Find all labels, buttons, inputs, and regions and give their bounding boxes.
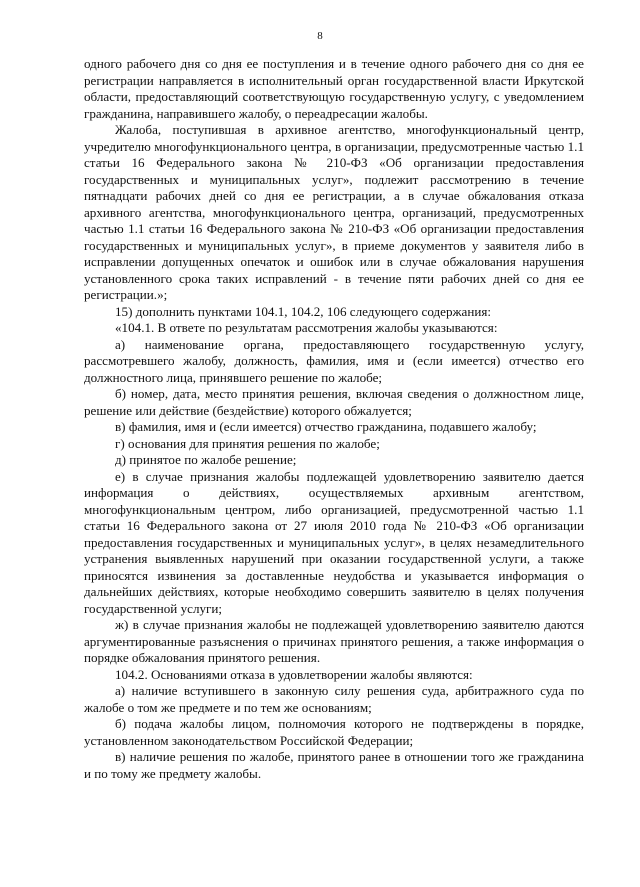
paragraph-104-1-zh: ж) в случае признания жалобы не подлежащей удовлетворению заявителю даются аргументированные разъяснения о причинах принятого решения, а также информация о порядке обжалования принятого решения. (84, 617, 584, 665)
paragraph-104-2-a: а) наличие вступившего в законную силу решения суда, арбитражного суда по жалобе о том же предмете и по тем же основаниям; (84, 683, 584, 715)
paragraph-104-1-d: д) принятое по жалобе решение; (115, 452, 297, 467)
paragraph-104-1-heading: «104.1. В ответе по результатам рассмотрения жалобы указываются: (115, 320, 498, 335)
paragraph-104-1-a: а) наименование органа, предоставляющего государственную услугу, рассмотревшего жалобу, должность, фамилия, имя и (если имеется) отчество его должностного лица, принявшего решение по жалобе; (84, 336, 584, 385)
paragraph-104-1-v: в) фамилия, имя и (если имеется) отчество гражданина, подавшего жалобу; (115, 419, 537, 434)
paragraph-104-2-heading: 104.2. Основаниями отказа в удовлетворении жалобы являются: (115, 666, 473, 682)
page-number: 8 (317, 30, 323, 42)
paragraph-item-15: 15) дополнить пунктами 104.1, 104.2, 106 следующего содержания: (115, 303, 492, 319)
paragraph-continuation: одного рабочего дня со дня ее поступления и в течение одного рабочего дня со дня ее регистрации направляется в исполнительный орган государственной власти Иркутской области, предоставляющий соответствующую государственную услугу, с уведомлением гражданина, направившего жалобу, о переадресации жалобы. (84, 56, 584, 121)
paragraph-104-2-v: в) наличие решения по жалобе, принятого ранее в отношении того же гражданина и по тому же предмету жалобы. (84, 749, 584, 781)
paragraph-104-2-b: б) подача жалобы лицом, полномочия которого не подтверждены в порядке, установленном законодательством Российской Федерации; (84, 716, 584, 748)
paragraph-104-1-e: е) в случае признания жалобы подлежащей удовлетворению заявителю дается информация о действиях, осуществляемых архивным агентством, многофункциональным центром, либо организацией, предусмотренной частью 1.1 статьи 16 Федерального закона от 27 июля 2010 года № 210-ФЗ «Об организации предоставления государственных и муниципальных услуг», в целях незамедлительного устранения выявленных нарушений при оказании государственной услуги, а также приносятся извинения за доставленные неудобства и указывается информация о дальнейших действиях, которые необходимо совершить заявителю в целях получения государственной услуги; (84, 468, 584, 616)
paragraph-complaint-review: Жалоба, поступившая в архивное агентство, многофункциональный центр, учредителю многофункционального центра, в организации, предусмотренные частью 1.1 статьи 16 Федерального закона № 210-ФЗ «Об организации предоставления государственных и муниципальных услуг», подлежит рассмотрению в течение пятнадцати рабочих дней со дня ее регистрации, а в случае обжалования отказа архивного агентства, многофункционального центра, организаций, предусмотренных частью 1.1 статьи 16 Федерального закона № 210-ФЗ «Об организации предоставления государственных и муниципальных услуг», в приеме документов у заявителя либо в исправлении допущенных опечаток и ошибок или в случае обжалования нарушения установленного срока таких исправлений - в течение пяти рабочих дней со дня ее регистрации.»; (84, 122, 584, 302)
paragraph-104-1-g: г) основания для принятия решения по жалобе; (115, 435, 380, 451)
paragraph-104-1-b: б) номер, дата, место принятия решения, включая сведения о должностном лице, решение или действие (бездействие) которого обжалуется; (84, 386, 584, 418)
document-body (84, 56, 584, 782)
